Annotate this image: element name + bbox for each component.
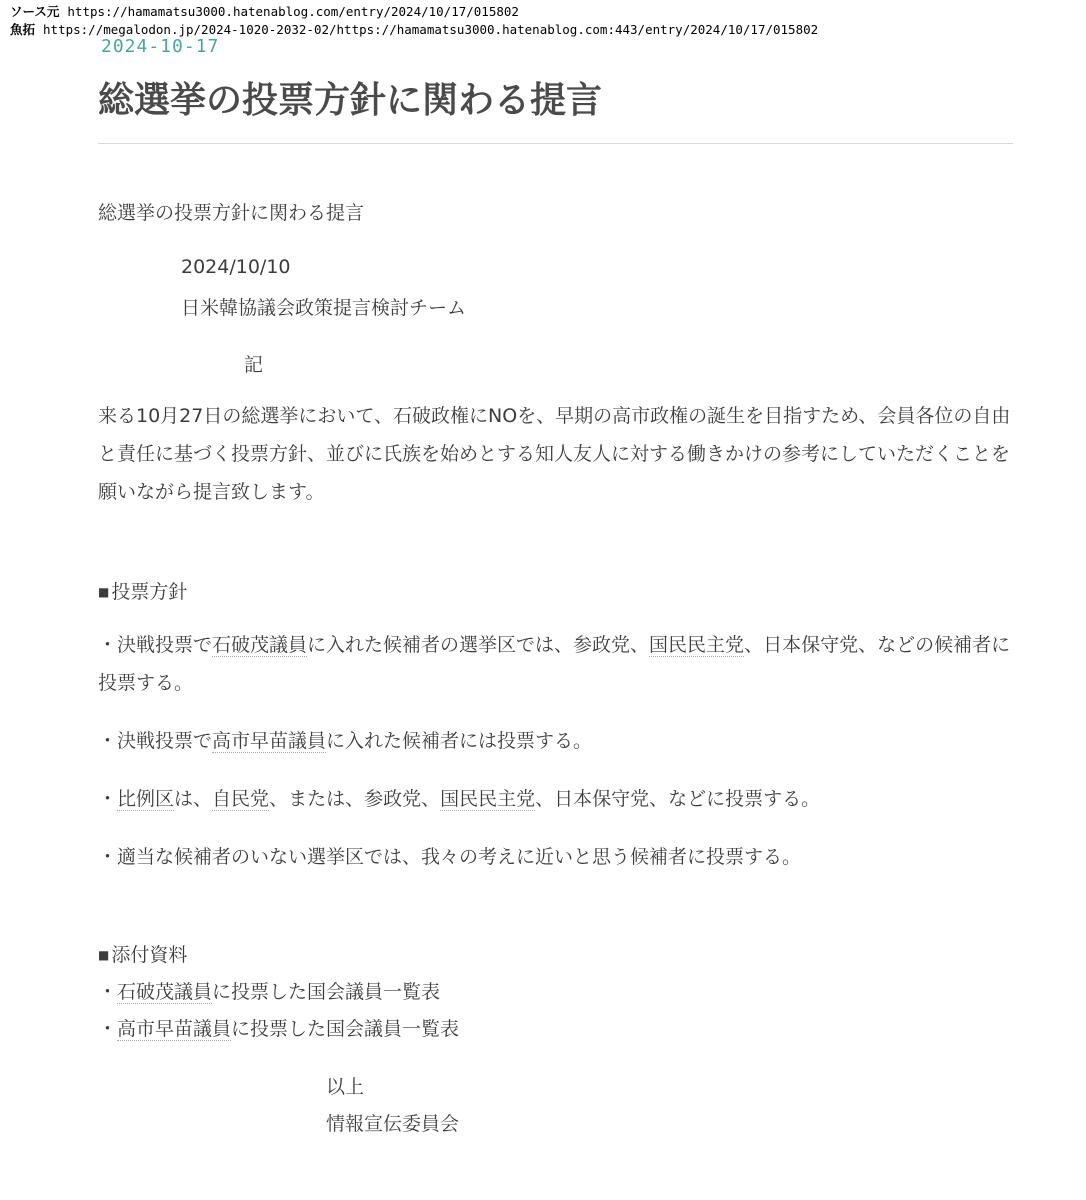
- black-square-icon: ■: [98, 948, 110, 962]
- policy-item: ・適当な候補者のいない選挙区では、我々の考えに近いと思う候補者に投票する。: [98, 846, 802, 868]
- article-subtitle: 総選挙の投票方針に関わる提言: [98, 202, 365, 224]
- document-author: 日米韓協議会政策提言検討チーム: [181, 297, 467, 319]
- attachment-item: ・石破茂議員に投票した国会議員一覧表: [98, 981, 441, 1003]
- signature: 情報宣伝委員会: [326, 1113, 460, 1135]
- link-takaichi[interactable]: 高市早苗議員: [212, 730, 327, 752]
- policy-item: ・決戦投票で高市早苗議員に入れた候補者には投票する。: [98, 730, 593, 752]
- black-square-icon: ■: [98, 585, 110, 599]
- policy-item: ・決戦投票で石破茂議員に入れた候補者の選挙区では、参政党、国民民主党、日本保守党、などの候補者に投票する。: [98, 634, 1011, 694]
- link-ishiba[interactable]: 石破茂議員: [117, 981, 213, 1003]
- link-hireiku[interactable]: 比例区: [117, 788, 175, 810]
- page-title: 総選挙の投票方針に関わる提言: [98, 80, 603, 121]
- link-takaichi[interactable]: 高市早苗議員: [117, 1018, 232, 1040]
- archive-label: 魚拓: [10, 22, 36, 37]
- attachment-item: ・高市早苗議員に投票した国会議員一覧表: [98, 1018, 460, 1040]
- divider: [98, 143, 1013, 144]
- source-line: [10, 2, 519, 20]
- source-label: ソース元: [10, 4, 60, 19]
- link-ishiba[interactable]: 石破茂議員: [212, 634, 308, 656]
- archive-url[interactable]: https://megalodon.jp/2024-1020-2032-02/https://hamamatsu3000.hatenablog.com:443/entry/2024/10/17/015802: [43, 22, 819, 37]
- closing-text: 以上: [326, 1076, 365, 1098]
- intro-paragraph: 来る10月27日の総選挙において、石破政権にNOを、早期の高市政権の誕生を目指すため、会員各位の自由と責任に基づく投票方針、並びに氏族を始めとする知人友人に対する働きかけの参考にしていただくことを願いながら提言致します。: [98, 405, 1011, 503]
- attachments-heading: ■ 添付資料: [98, 944, 188, 966]
- link-jiminto[interactable]: 自民党: [212, 788, 270, 810]
- policy-item: ・比例区は、自民党、または、参政党、国民民主党、日本保守党、などに投票する。: [98, 788, 821, 810]
- document-date: 2024/10/10: [181, 256, 291, 278]
- link-kokumin[interactable]: 国民民主党: [440, 788, 536, 810]
- policy-heading: ■ 投票方針: [98, 581, 188, 603]
- ki-mark: 記: [244, 354, 264, 376]
- post-date[interactable]: 2024-10-17: [101, 36, 220, 57]
- source-url[interactable]: https://hamamatsu3000.hatenablog.com/entry/2024/10/17/015802: [67, 4, 519, 19]
- link-kokumin[interactable]: 国民民主党: [649, 634, 745, 656]
